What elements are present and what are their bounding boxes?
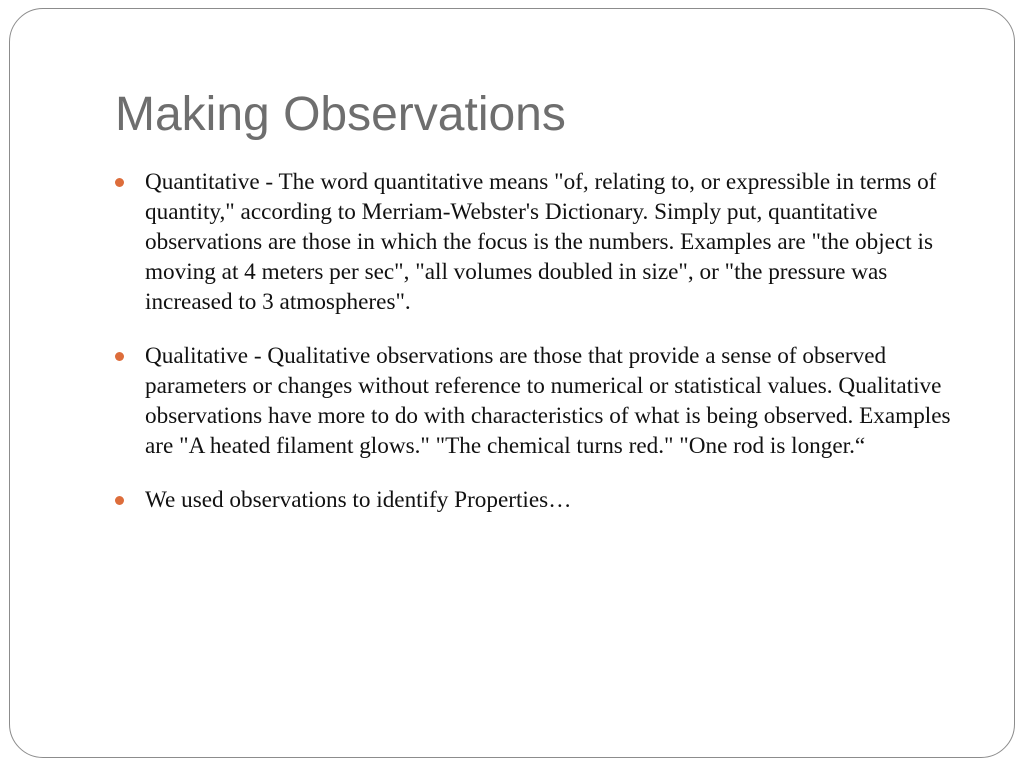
bullet-text: Qualitative - Qualitative observations are those that provide a sense of observed parameters or changes without reference to numerical or statistical values. Qualitative observations have more to do with characteristics of what is being observed. Examples are "A heated filament glows." "The chemical turns red." "One rod is longer.“ bbox=[145, 343, 951, 459]
bullet-dot-icon bbox=[115, 352, 124, 361]
bullet-item-qualitative bbox=[115, 341, 965, 461]
slide-frame bbox=[9, 8, 1015, 758]
slide-title: Making Observations bbox=[115, 88, 566, 141]
bullet-item-quantitative bbox=[115, 167, 965, 317]
bullet-dot-icon bbox=[115, 178, 124, 187]
bullet-list bbox=[115, 167, 965, 539]
bullet-item-properties bbox=[115, 485, 965, 515]
bullet-text: We used observations to identify Properties… bbox=[145, 487, 572, 513]
bullet-text: Quantitative - The word quantitative means "of, relating to, or expressible in terms of quantity," according to Merriam-Webster's Dictionary. Simply put, quantitative observations are those in which the focus is the numbers. Examples are "the object is moving at 4 meters per sec", "all volumes doubled in size", or "the pressure was increased to 3 atmospheres". bbox=[145, 169, 937, 315]
bullet-dot-icon bbox=[115, 496, 124, 505]
